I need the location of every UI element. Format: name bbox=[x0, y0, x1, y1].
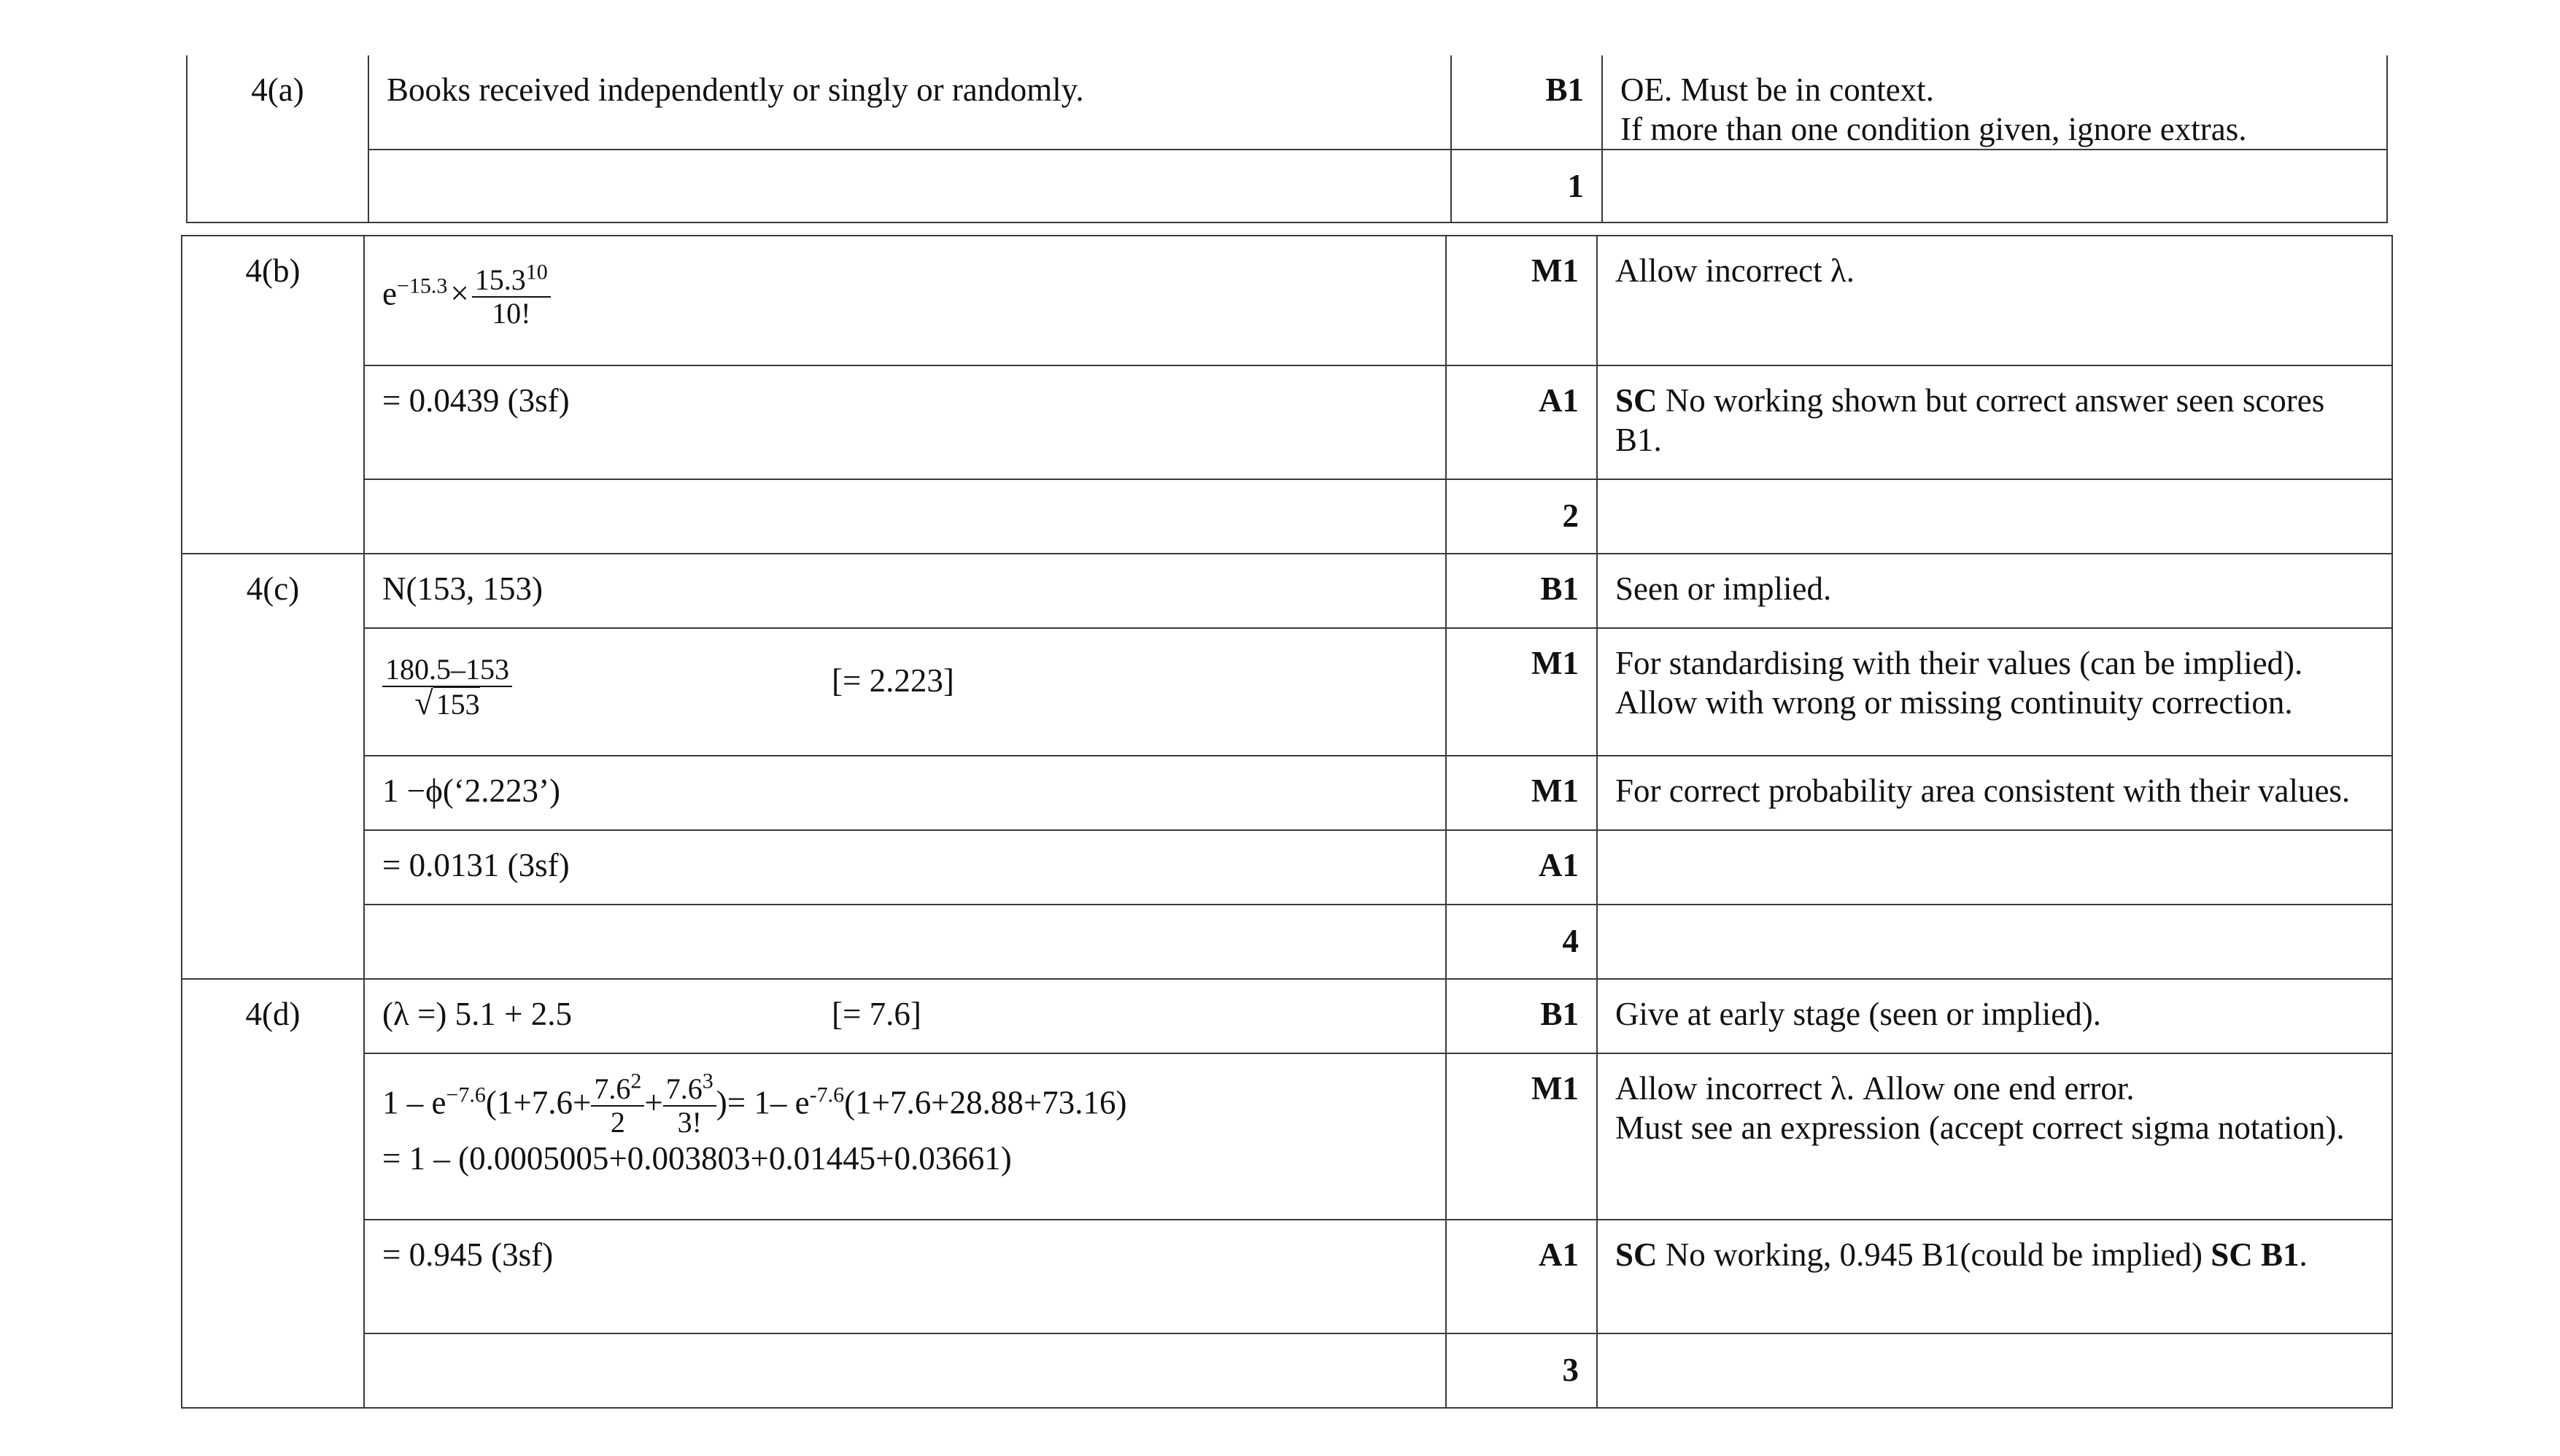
guidance-line: OE. Must be in context. bbox=[1620, 71, 1934, 108]
total-marks: 4 bbox=[1446, 905, 1597, 979]
guidance-text: Allow incorrect λ. bbox=[1597, 236, 2392, 365]
empty-cell bbox=[1597, 1333, 2392, 1408]
row-4c-standardise bbox=[182, 628, 2392, 756]
guidance-line: If more than one condition given, ignore extras. bbox=[1620, 111, 2247, 147]
row-4b-answer bbox=[182, 365, 2392, 479]
guidance-cell: SC No working, 0.945 B1(could be implied) SC B1. bbox=[1597, 1220, 2392, 1333]
mark-code: M1 bbox=[1446, 628, 1597, 756]
question-number: 4(a) bbox=[187, 55, 368, 222]
answer-text: Books received independently or singly or randomly. bbox=[368, 55, 1451, 150]
guidance-text: Seen or implied. bbox=[1597, 554, 2392, 628]
empty-cell bbox=[368, 150, 1451, 222]
row-4a-total bbox=[187, 150, 2387, 222]
guidance-cell bbox=[1602, 55, 2387, 150]
mark-code: M1 bbox=[1446, 236, 1597, 365]
answer-text: = 0.0439 (3sf) bbox=[364, 365, 1446, 479]
row-4d-answer bbox=[182, 1220, 2392, 1333]
row-4c-distribution bbox=[182, 554, 2392, 628]
total-marks: 2 bbox=[1446, 479, 1597, 554]
guidance-cell: For standardising with their values (can be implied). Allow with wrong or missing continuity correction. bbox=[1597, 628, 2392, 756]
row-4c-answer bbox=[182, 830, 2392, 905]
total-marks: 3 bbox=[1446, 1333, 1597, 1408]
mark-code: B1 bbox=[1446, 554, 1597, 628]
question-number: 4(b) bbox=[182, 236, 364, 554]
mark-code: M1 bbox=[1446, 756, 1597, 830]
working-expression: $1 - e^{-7.6}(1+7.6+$ $\frac{7.6^2}{2}$ + $\frac{7.6^3}{3!}$ )= 1– $e^{-7.6}(1+7.6+28.88+73.16)$ = 1 – (0.0005005+0.003803+0.01445+0.03661) bbox=[364, 1053, 1446, 1220]
row-4d-expression bbox=[182, 1053, 2392, 1220]
guidance-cell: SC No working shown but correct answer seen scores B1. bbox=[1597, 365, 2392, 479]
mark-code: M1 bbox=[1446, 1053, 1597, 1220]
row-4b-total bbox=[182, 479, 2392, 554]
answer-text: = 0.945 (3sf) bbox=[364, 1220, 1446, 1333]
empty-cell bbox=[364, 905, 1446, 979]
answer-text: = 0.0131 (3sf) bbox=[364, 830, 1446, 905]
mark-scheme-table-4a bbox=[186, 55, 2388, 223]
working-line: = 1 – (0.0005005+0.003803+0.01445+0.03661) bbox=[382, 1140, 1012, 1177]
working-text: N(153, 153) bbox=[364, 554, 1446, 628]
guidance-text: Give at early stage (seen or implied). bbox=[1597, 979, 2392, 1053]
empty-cell bbox=[1597, 830, 2392, 905]
question-number: 4(c) bbox=[182, 554, 364, 979]
mark-code: B1 bbox=[1451, 55, 1602, 150]
bracket-value: [= 2.223] bbox=[832, 662, 954, 699]
row-4a-answer bbox=[187, 55, 2387, 150]
fraction: $\frac{15.3^{10}}{10!}$ bbox=[472, 264, 551, 330]
row-4d-total bbox=[182, 1333, 2392, 1408]
mark-code: B1 bbox=[1446, 979, 1597, 1053]
empty-cell bbox=[1597, 479, 2392, 554]
fraction: $\frac{7.6^2}{2}$ bbox=[591, 1073, 644, 1139]
row-4c-total bbox=[182, 905, 2392, 979]
empty-cell bbox=[1602, 150, 2387, 222]
empty-cell bbox=[364, 1333, 1446, 1408]
bracket-value: [= 7.6] bbox=[832, 996, 921, 1032]
row-4c-probability bbox=[182, 756, 2392, 830]
working-expression bbox=[364, 628, 1446, 756]
fraction: $\frac{7.6^3}{3!}$ bbox=[663, 1073, 716, 1139]
row-4d-lambda bbox=[182, 979, 2392, 1053]
guidance-text: For correct probability area consistent with their values. bbox=[1597, 756, 2392, 830]
working-text: 1 −ϕ(‘2.223’) bbox=[364, 756, 1446, 830]
fraction: $\frac{180.5-153}{√ 153}$ bbox=[382, 654, 512, 721]
question-number: 4(d) bbox=[182, 979, 364, 1408]
guidance-cell: Allow incorrect λ. Allow one end error. Must see an expression (accept correct sigma notation). bbox=[1597, 1053, 2392, 1220]
mark-code: A1 bbox=[1446, 1220, 1597, 1333]
mark-code: A1 bbox=[1446, 365, 1597, 479]
row-4b-expression bbox=[182, 236, 2392, 365]
empty-cell bbox=[364, 479, 1446, 554]
mark-code: A1 bbox=[1446, 830, 1597, 905]
mark-scheme-table-main bbox=[181, 235, 2393, 1409]
working-expression: $e^{-15.3}\times$ $\frac{15.3^{10}}{10!}$ bbox=[364, 236, 1446, 365]
total-marks: 1 bbox=[1451, 150, 1602, 222]
working-text: (λ =) 5.1 + 2.5 [= 7.6] bbox=[364, 979, 1446, 1053]
empty-cell bbox=[1597, 905, 2392, 979]
